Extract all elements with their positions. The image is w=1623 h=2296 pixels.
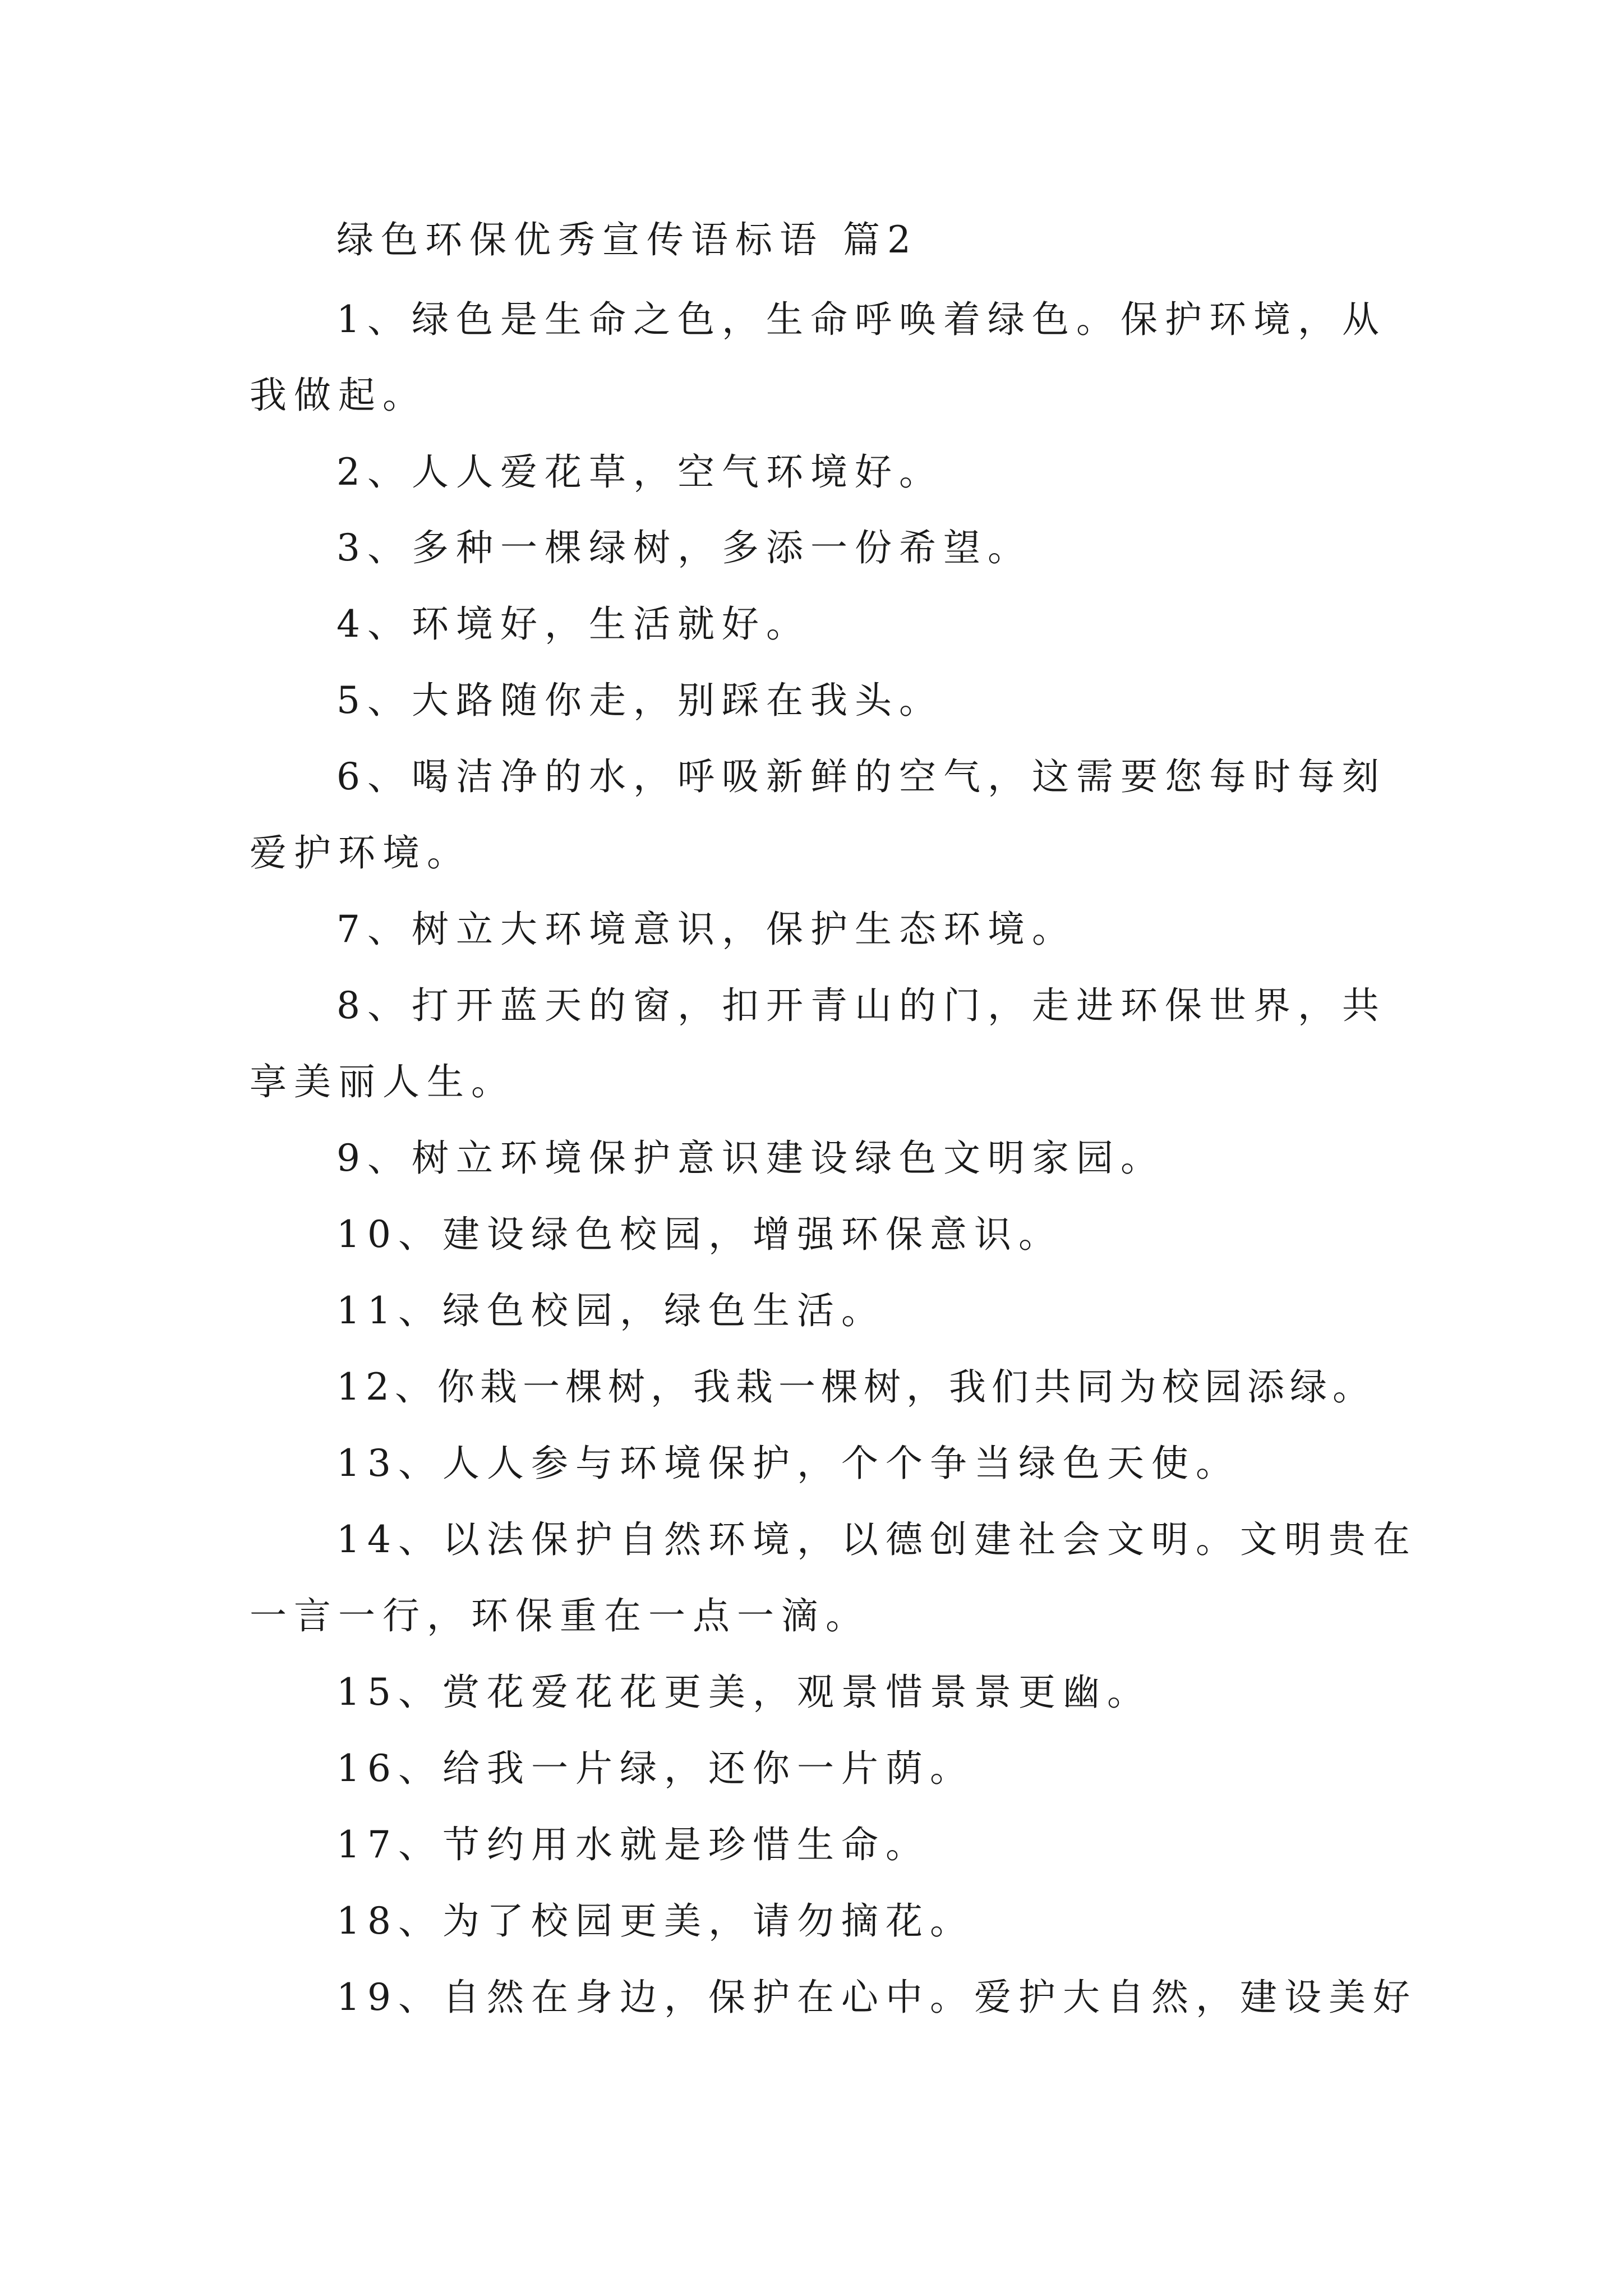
slogan-line: 我做起。 [250,374,427,417]
slogan-line: 3、多种一棵绿树，多添一份希望。 [336,526,1032,569]
slogan-line: 16、给我一片绿，还你一片荫。 [336,1747,974,1790]
slogan-line: 13、人人参与环境保护，个个争当绿色天使。 [336,1442,1240,1485]
slogan-line: 5、大路随你走，别踩在我头。 [336,679,943,722]
slogan-line: 17、节约用水就是珍惜生命。 [336,1823,930,1866]
slogan-line: 6、喝洁净的水，呼吸新鲜的空气，这需要您每时每刻 [336,755,1386,798]
slogan-line: 18、为了校园更美，请勿摘花。 [336,1899,974,1943]
slogan-line: 11、绿色校园，绿色生活。 [336,1289,886,1332]
slogan-line: 4、环境好，生活就好。 [336,602,810,646]
slogan-line: 享美丽人生。 [250,1060,515,1103]
slogan-line: 8、打开蓝天的窗，扣开青山的门，走进环保世界，共 [336,984,1386,1027]
slogan-line: 10、建设绿色校园，增强环保意识。 [336,1213,1063,1256]
slogan-line: 9、树立环境保护意识建设绿色文明家园。 [336,1137,1165,1180]
slogan-line: 7、树立大环境意识，保护生态环境。 [336,908,1076,951]
slogan-line: 12、你栽一棵树，我栽一棵树，我们共同为校园添绿。 [336,1365,1375,1409]
slogan-line: 19、自然在身边，保护在心中。爱护大自然，建设美好 [336,1976,1417,2019]
slogan-line: 爱护环境。 [250,831,471,875]
slogan-line: 一言一行，环保重在一点一滴。 [250,1594,870,1637]
slogan-line: 2、人人爱花草，空气环境好。 [336,450,943,494]
slogan-line: 15、赏花爱花花更美，观景惜景景更幽。 [336,1671,1151,1714]
document-title: 绿色环保优秀宣传语标语 篇2 [336,218,918,261]
slogan-line: 14、以法保护自然环境，以德创建社会文明。文明贵在 [336,1518,1417,1561]
slogan-line: 1、绿色是生命之色，生命呼唤着绿色。保护环境，从 [336,298,1386,341]
